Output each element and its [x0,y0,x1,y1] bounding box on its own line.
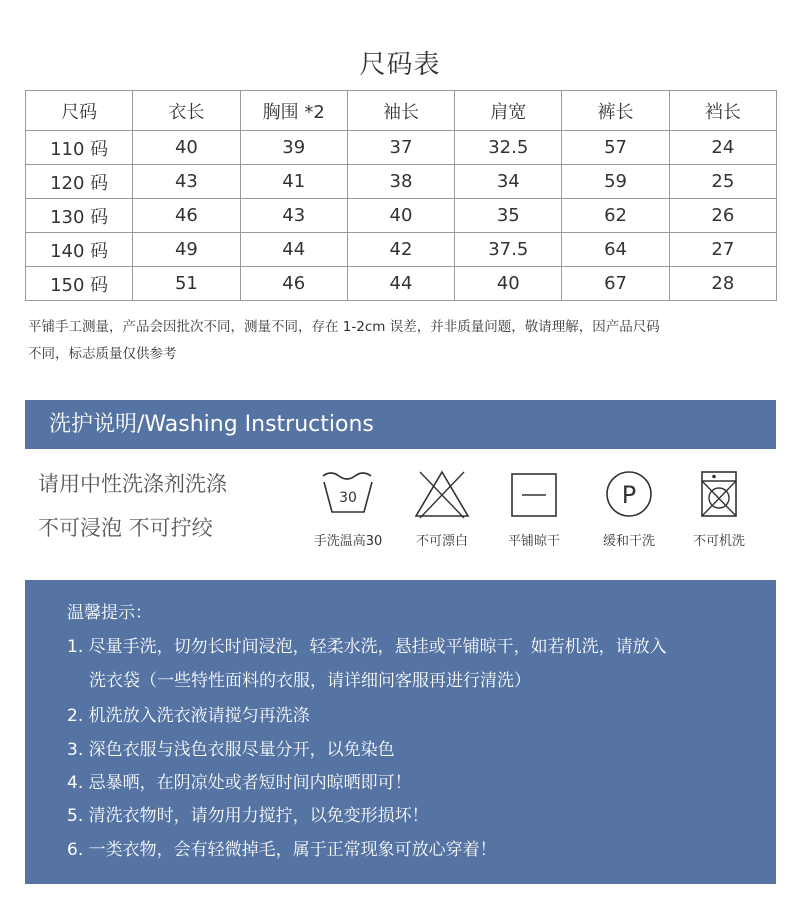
no-bleach-icon [412,468,472,520]
table-cell: 28 [669,267,776,301]
note-line: 不同，标志质量仅供参考 [28,346,177,362]
dry-clean-letter: P [621,481,637,509]
wash-temperature: 30 [339,490,357,506]
care-item-no-machine-wash [669,468,769,549]
table-cell: 64 [562,233,669,267]
table-header-row [26,91,777,131]
washing-header: 洗护说明/Washing Instructions [25,400,776,449]
table-cell: 32.5 [455,131,562,165]
table-cell: 46 [133,199,240,233]
note-line: 平铺手工测量，产品会因批次不同，测量不同，存在 1-2cm 误差，并非质量问题，敬请理解，因产品尺码 [28,319,660,335]
table-cell: 49 [133,233,240,267]
tip-line: 洗衣袋（一些特性面料的衣服，请详细问客服再进行清洗） [89,671,531,691]
care-item-no-bleach [392,468,492,549]
table-cell: 25 [669,165,776,199]
care-item-gentle-dry-clean [579,468,679,549]
table-cell: 42 [347,233,454,267]
table-row [26,199,777,233]
table-cell: 57 [562,131,669,165]
table-row [26,233,777,267]
hand-wash-30-icon [318,468,378,520]
table-cell: 120 码 [26,165,133,199]
tip-line: 1. 尽量手洗，切勿长时间浸泡，轻柔水洗，悬挂或平铺晾干，如若机洗，请放入 [67,637,667,657]
table-cell: 150 码 [26,267,133,301]
table-cell: 67 [562,267,669,301]
table-cell: 24 [669,131,776,165]
no-machine-wash-icon [689,468,749,520]
table-cell: 59 [562,165,669,199]
tip-line: 4. 忌暴晒，在阴凉处或者短时间内晾晒即可！ [67,773,412,793]
tips-panel [25,580,776,884]
care-label: 手洗温高30 [313,534,383,549]
column-header: 肩宽 [455,91,562,131]
column-header: 裤长 [562,91,669,131]
table-cell: 140 码 [26,233,133,267]
table-cell: 27 [669,233,776,267]
table-cell: 110 码 [26,131,133,165]
table-cell: 43 [240,199,347,233]
table-cell: 38 [347,165,454,199]
size-chart-table [25,90,777,301]
table-row [26,267,777,301]
dry-flat-icon [504,468,564,520]
tip-line: 5. 清洗衣物时，请勿用力搅拧，以免变形损坏！ [67,806,429,826]
detergent-instruction: 请用中性洗涤剂洗涤 [38,472,227,496]
table-cell: 41 [240,165,347,199]
column-header: 袖长 [347,91,454,131]
table-cell: 40 [455,267,562,301]
table-cell: 43 [133,165,240,199]
table-cell: 44 [347,267,454,301]
column-header: 胸围 *2 [240,91,347,131]
gentle-dry-clean-icon [599,468,659,520]
care-item-hand-wash [298,468,398,549]
table-cell: 44 [240,233,347,267]
table-cell: 130 码 [26,199,133,233]
care-label: 缓和干洗 [602,534,655,549]
table-cell: 62 [562,199,669,233]
table-cell: 40 [347,199,454,233]
tip-line: 3. 深色衣服与浅色衣服尽量分开，以免染色 [67,740,395,760]
column-header: 尺码 [26,91,133,131]
column-header: 衣长 [133,91,240,131]
table-cell: 26 [669,199,776,233]
tips-title: 温馨提示： [67,603,152,623]
table-cell: 37.5 [455,233,562,267]
care-label: 不可机洗 [692,534,745,549]
table-cell: 40 [133,131,240,165]
column-header: 裆长 [669,91,776,131]
table-cell: 46 [240,267,347,301]
soak-wring-instruction: 不可浸泡 不可拧绞 [38,516,213,540]
table-cell: 51 [133,267,240,301]
table-row [26,165,777,199]
measurement-note [28,314,780,368]
table-cell: 35 [455,199,562,233]
tip-line: 6. 一类衣物，会有轻微掉毛，属于正常现象可放心穿着！ [67,840,497,860]
table-cell: 39 [240,131,347,165]
tip-line: 2. 机洗放入洗衣液请搅匀再洗涤 [67,706,310,726]
table-cell: 34 [455,165,562,199]
table-row [26,131,777,165]
size-chart-title: 尺码表 [359,50,441,80]
care-label: 平铺晾干 [507,534,560,549]
care-item-dry-flat [484,468,584,549]
table-cell: 37 [347,131,454,165]
care-label: 不可漂白 [415,534,468,549]
